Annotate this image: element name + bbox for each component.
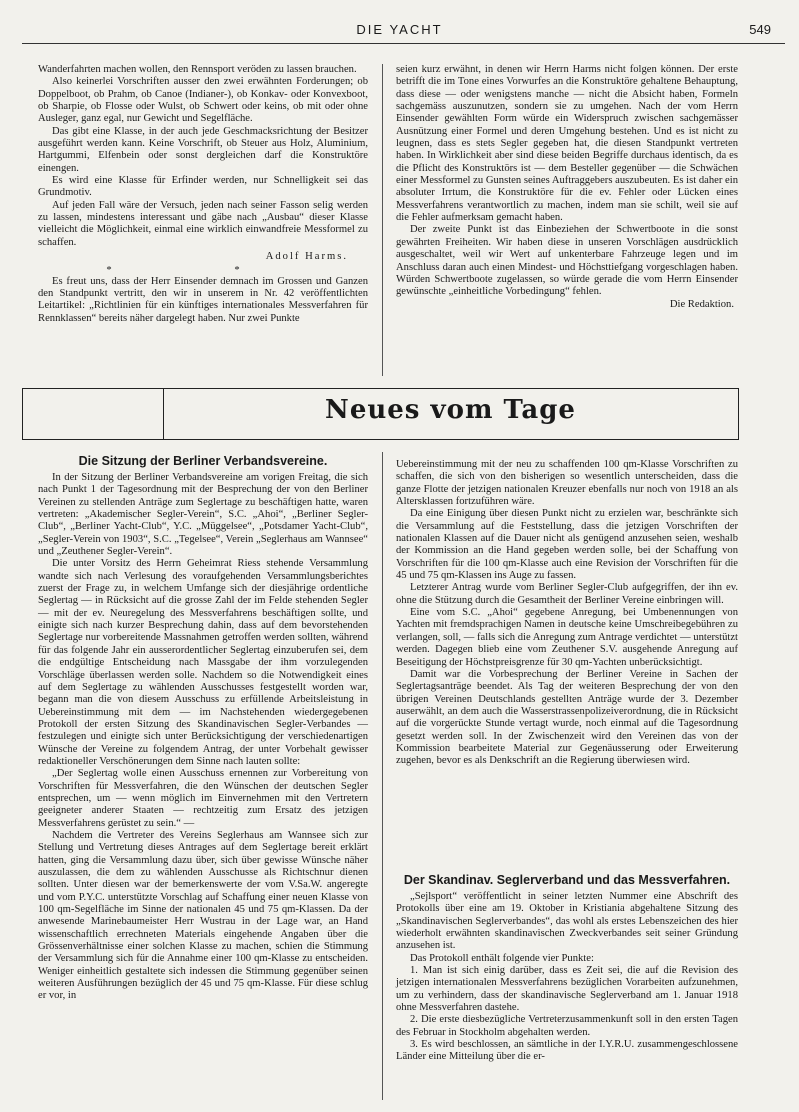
paragraph: Eine vom S.C. „Ahoi“ gegebene Anregung, bei Umbenennungen von Yachten mit fremdsprachigen Namen in deutsche keine Umschreibegebühren zu verlangen, soll, — falls sich die Anregung zum Antrage verdichtet — unterstützt werden. Dagegen blieb eine vom Zeuthener S.V. ausgehende Anregung auf Beseitigung der Höchstpreisgrenze für 30 qm-Yachten unberücksichtigt.	[396, 607, 738, 668]
paragraph: Da eine Einigung über diesen Punkt nicht zu erzielen war, beschränkte sich die Versammlung auf die Feststellung, dass die jetzigen Vorschriften der nationalen Klassen auf die Dauer nicht als genügend anzusehen seien, weshalb der Kommission an die Hand gegeben werden solle, bei der Schaffung von Vorschriften für die 100 qm-Klasse auch eine Revision der Vorschriften für die 45 und 75 qm-Klassen ins Auge zu fassen.	[396, 508, 738, 582]
section-banner	[22, 388, 739, 440]
paragraph: 1. Man ist sich einig darüber, dass es Zeit sei, die auf die Revision des jetzigen internationalen Messverfahrens bezüglichen Vorarbeiten aufzunehmen, um zu verhindern, dass der skandinavische Seglerverband am 1. Januar 1918 ohne Messverfahren dastehe.	[396, 965, 738, 1014]
paragraph: Der zweite Punkt ist das Einbeziehen der Schwertboote in die sonst gewährten Freiheiten. Wir haben diese in unseren Vorschlägen ausdrücklich ausgeschaltet, weil wir Wert auf unkenterbare Fahrzeuge legen und im Anschluss daran auch einen Mindest- und Höchsttiefgang vorgeschlagen haben. Würden Schwertboote zugelassen, so würde gerade die vom Herrn Einsender gewünschte „einheitliche Vorbedingung“ fehlen.	[396, 224, 738, 298]
section-title: Neues vom Tage	[325, 395, 576, 425]
header-rule	[22, 43, 785, 44]
paragraph: 3. Es wird beschlossen, an sämtliche in der I.Y.R.U. zusammengeschlossene Länder eine Mitteilung über die er-	[396, 1039, 738, 1063]
paragraph: Wanderfahrten machen wollen, den Rennsport veröden zu lassen brauchen.	[38, 64, 357, 75]
paragraph: „Sejlsport“ veröffentlicht in seiner letzten Nummer eine Abschrift des Protokolls über eine am 19. Oktober in Kristiania abgehaltene Sitzung des „Skandinavischen Seglerverbandes“, das wohl als erstes Lebenszeichen des hier wiederholt erwähnten skandinavischen Zweckverbandes seit seiner Gründung anzusehen ist.	[396, 891, 738, 952]
paragraph: Es wird eine Klasse für Erfinder werden, nur Schnelligkeit sei das Grundmotiv.	[38, 175, 368, 199]
paragraph: In der Sitzung der Berliner Verbandsvereine am vorigen Freitag, die sich nach Punkt 1 der Tagesordnung mit der Besprechung der von den Berliner Vereinen zu stellenden Anträge zum Seglertage zu beschäftigen hatte, waren vertreten: „Akademischer Segler-Verein“, S.C. „Ahoi“, „Berliner Segler-Club“, „Berliner Yacht-Club“, Y.C. „Müggelsee“, „Potsdamer Yacht-Club“, „Segler-Verein von 1903“, S.C. „Tegelsee“, Verein „Seglerhaus am Wannsee“ und „Zeuthener Segler-Verein“.	[38, 472, 368, 558]
paragraph: 2. Die erste diesbezügliche Vertreterzusammenkunft soll in den ersten Tagen des Februar in Stockholm abgehalten werden.	[396, 1014, 738, 1038]
column-rule	[382, 452, 383, 1100]
paragraph: Nachdem die Vertreter des Vereins Seglerhaus am Wannsee sich zur Stellung und Vertretung dieses Antrages auf dem Seglertage bereit erklärt hatten, ging die Versammlung dazu über, sich über gewisse Wünsche näher auszulassen, die dem zu wählenden Ausschusse als Richtschnur dienen sollten. Unter diesen war der bemerkenswerte der vom V.Sa.W. angeregte und vom P.Y.C. unterstützte Vorschlag auf Schaffung einer neuen Klasse von 100 qm-Segelfläche im Sinne der nationalen 45 und 75 qm-Klassen. Da der anwesende Marinebaumeister Herr Wustrau in der Lage war, an Hand wissenschaftlich errechneten Materials eingehende Angaben über die Grössenverhältnisse einer solchen Klasse zu machen, schien die Stimmung der Versammlung sich für die Annahme einer 100 qm-Klasse zu entscheiden. Weniger einheitlich gestaltete sich indessen die Stimmung gegenüber seinen weiteren Ausführungen bezüglich der 45 und 75 qm-Klasse. Für diese schlug er vor, in	[38, 829, 368, 1002]
page-number: 549	[749, 22, 771, 37]
bottom-left-column	[38, 472, 368, 1003]
article-heading: Die Sitzung der Berliner Verbandsvereine.	[78, 454, 328, 468]
paragraph: Damit war die Vorbesprechung der Berliner Vereine in Sachen der Seglertagsanträge beendet. Als Tag der weiteren Besprechung der von den übrigen Vereinen Deutschlands gestellten Anträge wurde der 3. Dezember auserwählt, an dem auch die Wasserstrassenpolizeiverordnung, die in Rücksicht auf die vorgerückte Stunde vertagt wurde, noch einmal auf die Tagesordnung gesetzt werden soll. In der Zwischenzeit wird den Vereinen das von der Kommission bearbeitete Material zur Gegenäusserung oder Erweiterung zugehen, bevor es als Denkschrift an die Regierung überwiesen wird.	[396, 668, 738, 767]
paragraph: Auf jeden Fall wäre der Versuch, jeden nach seiner Fasson selig werden zu lassen, mindestens interessant und gäbe nach „Ausbau“ dieser Klasse vielleicht die Möglichkeit, einmal eine wirklich einwandfreie Messformel zu schaffen.	[38, 199, 368, 248]
paragraph: Uebereinstimmung mit der neu zu schaffenden 100 qm-Klasse Vorschriften zu schaffen, die sich von den bisherigen so wesentlich unterscheiden, dass die ganze Flotte der jetzigen nationalen Kreuzer ebenfalls nur noch von 1918 an als Altersklassen fortzuführen wäre.	[396, 459, 738, 508]
paragraph: seien kurz erwähnt, in denen wir Herrn Harms nicht folgen können. Der erste betrifft die im Tone eines Vorwurfes an die Konstruktöre gehaltene Behauptung, dass diese — oder wenigstens manche — nicht die Absicht haben, Formeln sachgemäss auszunutzen, sondern sie zu umgehen. Nach der vom Herrn Einsender gewählten Form würde ein Widerspruch zwischen sachgemässer Ausnützung einer Formel und deren Umgehung bestehen. Und es ist nicht zu leugnen, dass es stets Segler gegeben hat, die diesen Standpunkt vertreten haben. In Wirklichkeit aber sind diese beiden Begriffe durchaus identisch, da es die Pflicht des Konstruktörs ist — dem Besteller gegenüber — die Schwächen einer Messformel zu Gunsten seines Auftraggebers auszubeuten. Es ist daher ein absoluter Irrtum, die Konstruktöre für die ev. Fehler oder Lücken eines Messverfahrens verantwortlich zu machen, indem man sie schilt, weil sie auf die Fehler aufmerksam gemacht haben.	[396, 64, 738, 224]
paragraph: Letzterer Antrag wurde vom Berliner Segler-Club aufgegriffen, der ihn ev. ohne die Stützung durch die Gesamtheit der Berliner Vereine einbringen will.	[396, 582, 738, 606]
paragraph: „Der Seglertag wolle einen Ausschuss ernennen zur Vorbereitung von Vorschriften für Messverfahren, die den Wünschen der deutschen Segler entsprechen, um — wenn möglich im Einvernehmen mit den Vertretern geeigneter anderer Staaten — rechtzeitig zum Ersatz des jetzigen Messverfahrens gerüstet zu sein.“ —	[38, 768, 368, 829]
top-left-column	[38, 64, 368, 325]
author-signature: Adolf Harms.	[265, 251, 348, 263]
running-head: DIE YACHT	[356, 22, 443, 37]
paragraph: Das gibt eine Klasse, in der auch jede Geschmacksrichtung der Besitzer ausgeführt werden kann. Keine Vorschrift, ob Steuer aus Holz, Aluminium, Hartgummi, Elfenbein oder sonst dergleichen darf die Konstruktöre einengen.	[38, 125, 368, 174]
paragraph: Also keinerlei Vorschriften ausser den zwei erwähnten Forderungen; ob Doppelboot, ob Prahm, ob Canoe (Indianer-), ob Konkav- oder Konvexboot, ob Sharpie, ob Flosse oder Wulst, ob Schwert oder keins, ob mit oder ohne Ausleger, ganz egal, nur Gewicht und Segelfläche.	[38, 76, 368, 125]
article-heading: Der Skandinav. Seglerverband und das Messverfahren.	[403, 873, 731, 887]
top-right-column	[396, 64, 738, 311]
bottom-right-column	[396, 459, 738, 768]
bottom-right-article	[396, 891, 738, 1064]
paragraph: Es freut uns, dass der Herr Einsender demnach im Grossen und Ganzen den Standpunkt vertritt, den wir in unserem in Nr. 42 veröffentlichten Leitartikel: „Richtlinien für ein künftiges internationales Messverfahren für Rennklassen“ bereits näher dargelegt haben. Nur zwei Punkte	[38, 275, 368, 324]
paragraph: Das Protokoll enthält folgende vier Punkte:	[410, 952, 594, 964]
editorial-signature: Die Redaktion.	[669, 298, 734, 310]
section-stars: * *	[106, 264, 300, 276]
paragraph: Die unter Vorsitz des Herrn Geheimrat Riess stehende Versammlung wandte sich nach Verlesung des voraufgehenden Versammlungsberichtes zuerst der Frage zu, in welchem Umfange sich der diesjährige ordentliche Seglertag — in Rücksicht auf die grosse Zahl der im Felde stehenden Segler — mit der ev. Neuregelung des Messverfahrens beschäftigen sollte, und einigte sich nach kurzer Besprechung dahin, dass auf dem bevorstehenden Seglertage nur vorbereitende Massnahmen getroffen werden sollten, während für das folgende Jahr ein ausserordentlicher Seglertag einzuberufen sei, dem die endgültige Entscheidung nach Massgabe der ihm vorzulegenden Vorschläge überlassen werden solle. Nachdem so die Notwendigkeit eines auf dem Seglertage zu wählenden Ausschusses festgestellt worden war, begann man die von diesem Ausschuss zu erfüllende Arbeitsleistung in Uebereinstimmung mit dem — im Nachstehenden wiedergegebenen Protokoll der ersten Sitzung des Skandinavischen Segler-Verbandes — festzulegen und einigte sich unter Berücksichtigung der verschiedenartigen Wünsche der Vereine zu folgendem Antrag, der unter Vorbehalt gewisser redaktioneller Verschönerungen dem Sinne nach lauten sollte:	[38, 558, 368, 767]
column-rule	[382, 64, 383, 376]
